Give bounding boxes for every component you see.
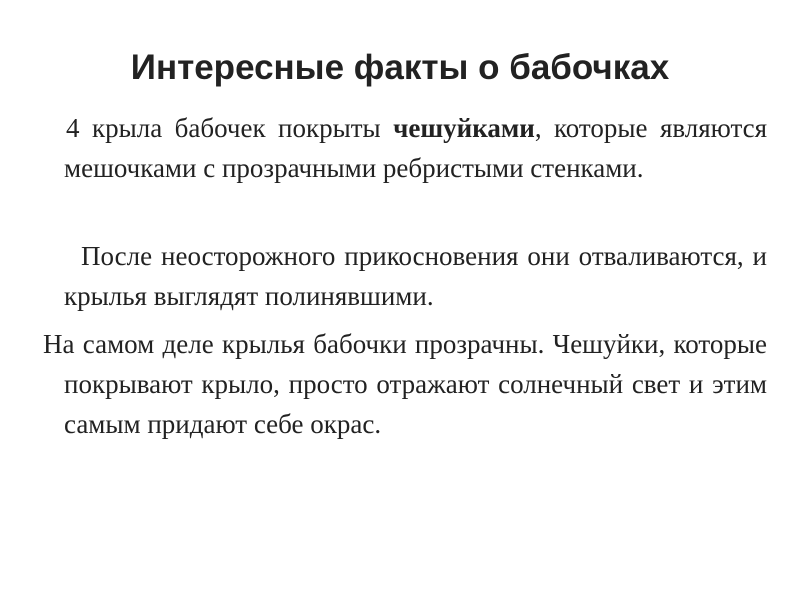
paragraph-wing-scales — [64, 108, 767, 188]
paragraph-wing-scales-text-start: 4 крыла бабочек покрыты — [66, 113, 394, 143]
paragraph-wing-scales-text-end: , которые являются мешочками с прозрачными ребристыми стенками. — [64, 113, 767, 183]
slide-title: Интересные факты о бабочках — [130, 48, 670, 87]
paragraph-touch-effect: После неосторожного прикосновения они отваливаются, и крылья выглядят полинявшими. — [64, 241, 767, 311]
paragraph-transparent-wings: На самом деле крылья бабочки прозрачны. Чешуйки, которые покрывают крыло, просто отражают солнечный свет и этим самым придают себе окрас. — [43, 329, 767, 439]
scales-term: чешуйками — [393, 113, 535, 143]
